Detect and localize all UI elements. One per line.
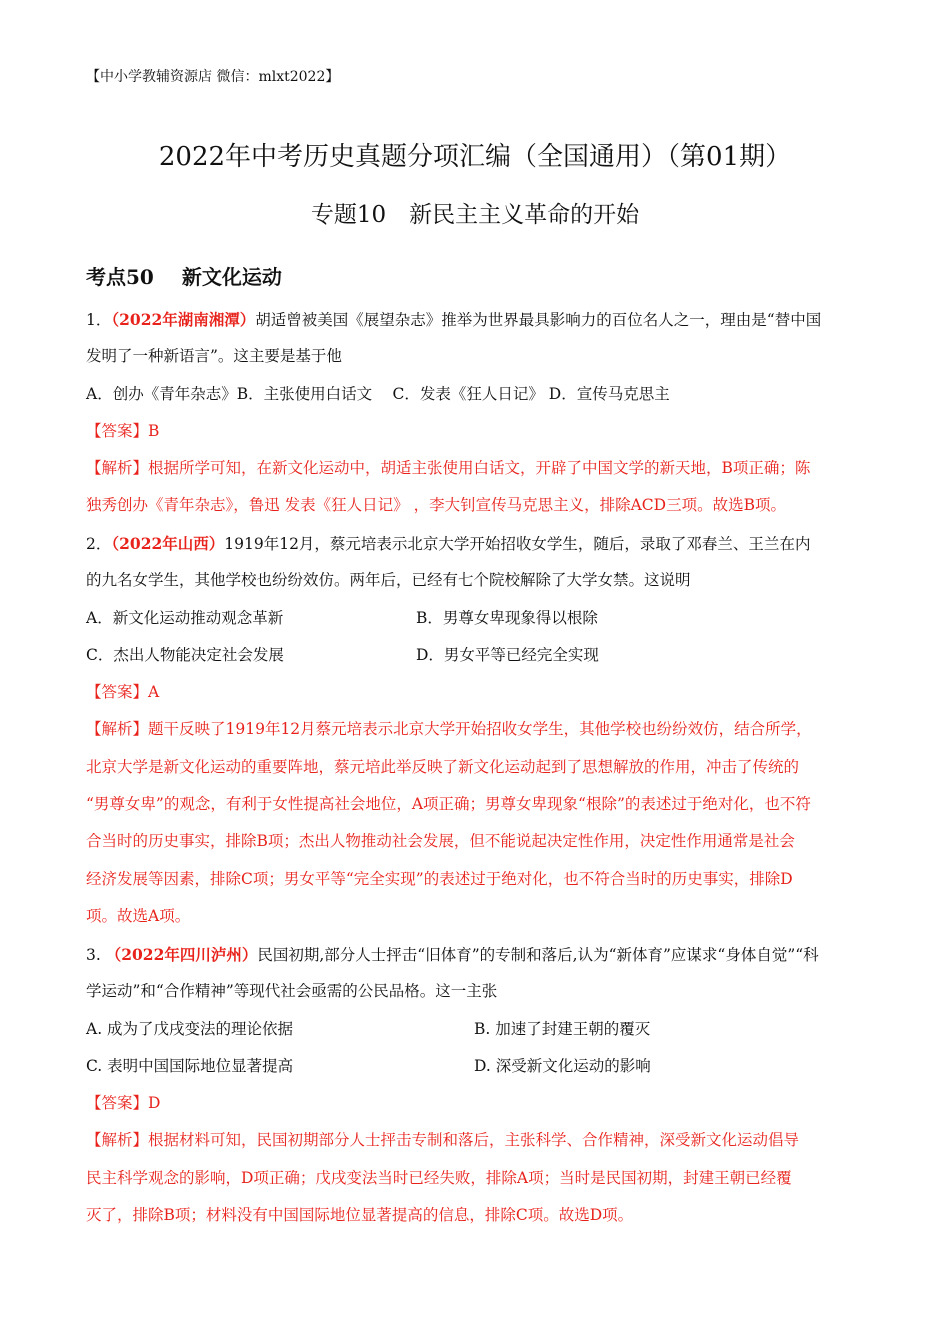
question-1-options: A．创办《青年杂志》B．主张使用白话文 C．发表《狂人日记》 D．宣传马克思主: [86, 384, 670, 403]
question-number: 3.: [86, 946, 106, 964]
section-label: 考点50: [86, 265, 154, 289]
question-number: 1．: [86, 311, 112, 329]
question-source: （2022年四川泸州）: [105, 945, 258, 964]
question-source: （2022年湖南湘潭）: [111, 310, 256, 329]
analysis-line: 【解析】根据所学可知，在新文化运动中，胡适主张使用白话文，开辟了中国文学的新天地，B项正确；陈: [86, 459, 811, 478]
question-text: 发明了一种新语言”。这主要是基于他: [86, 347, 342, 366]
question-1-stem: [86, 301, 866, 338]
analysis-line: 北京大学是新文化运动的重要阵地，蔡元培此举反映了新文化运动起到了思想解放的作用，冲击了传统的: [86, 757, 800, 776]
option-d: D．男女平等已经完全实现: [416, 645, 599, 664]
answer: 【答案】B: [86, 421, 160, 440]
option-d: D. 深受新文化运动的影响: [474, 1056, 651, 1075]
option-row: [86, 637, 866, 674]
analysis-line: 经济发展等因素，排除C项；男女平等“完全实现”的表述过于绝对化，也不符合当时的历史事实，排除D: [86, 869, 793, 888]
question-1: [86, 301, 866, 525]
analysis-line: 独秀创办《青年杂志》，鲁迅 发表《狂人日记》 ，李大钊宣传马克思主义，排除ACD三项。故选B项。: [86, 496, 786, 515]
header-note: 【中小学教辅资源店 微信：mlxt2022】: [86, 69, 340, 85]
analysis-line: “男尊女卑”的观念，有利于女性提高社会地位，A项正确；男尊女卑现象“根除”的表述过于绝对化，也不符: [86, 795, 811, 814]
option-c: C. 表明中国国际地位显著提高: [86, 1056, 294, 1075]
analysis-line: 合当时的历史事实，排除B项；杰出人物推动社会发展，但不能说起决定性作用，决定性作用通常是社会: [86, 832, 795, 851]
question-2: [86, 525, 866, 935]
page-subtitle: 专题10 新民主主义革命的开始: [310, 202, 640, 228]
question-3-stem: [86, 936, 866, 973]
option-b: B．男尊女卑现象得以根除: [416, 608, 598, 627]
section-name: 新文化运动: [181, 265, 282, 289]
question-number: 2．: [86, 535, 112, 553]
analysis-line: 【解析】题干反映了1919年12月蔡元培表示北京大学开始招收女学生，其他学校也纷纷效仿，结合所学，: [86, 720, 812, 739]
answer: 【答案】A: [86, 683, 160, 702]
question-text: 民国初期,部分人士抨击“旧体育”的专制和落后,认为“新体育”应谋求“身体自觉”“科: [257, 946, 819, 964]
question-text: 胡适曾被美国《展望杂志》推举为世界最具影响力的百位名人之一，理由是“替中国: [255, 311, 822, 329]
analysis-line: 项。故选A项。: [86, 906, 191, 925]
analysis-line: 灭了，排除B项；材料没有中国国际地位显著提高的信息，排除C项。故选D项。: [86, 1206, 634, 1225]
question-3: [86, 936, 866, 1234]
question-2-stem: [86, 525, 866, 562]
analysis-line: 【解析】根据材料可知，民国初期部分人士抨击专制和落后，主张科学、合作精神，深受新文化运动倡导: [86, 1131, 800, 1150]
option-a: A. 成为了戊戌变法的理论依据: [86, 1019, 294, 1038]
question-text: 的九名女学生，其他学校也纷纷效仿。两年后，已经有七个院校解除了大学女禁。这说明: [86, 571, 691, 590]
option-row: [86, 1048, 866, 1085]
page-title: 2022年中考历史真题分项汇编（全国通用）（第01期）: [158, 142, 792, 172]
option-b: B. 加速了封建王朝的覆灭: [474, 1019, 651, 1038]
option-row: [86, 1011, 866, 1048]
question-text: 学运动”和“合作精神”等现代社会亟需的公民品格。这一主张: [86, 982, 498, 1001]
section-heading: [86, 261, 282, 290]
analysis-line: 民主科学观念的影响，D项正确；戊戌变法当时已经失败，排除A项；当时是民国初期，封建王朝已经覆: [86, 1168, 792, 1187]
option-c: C．杰出人物能决定社会发展: [86, 645, 284, 664]
question-source: （2022年山西）: [111, 534, 225, 553]
answer: 【答案】D: [86, 1094, 161, 1113]
option-a: A．新文化运动推动观念革新: [86, 608, 284, 627]
option-row: [86, 600, 866, 637]
question-text: 1919年12月，蔡元培表示北京大学开始招收女学生，随后，录取了邓春兰、王兰在内: [224, 535, 811, 553]
